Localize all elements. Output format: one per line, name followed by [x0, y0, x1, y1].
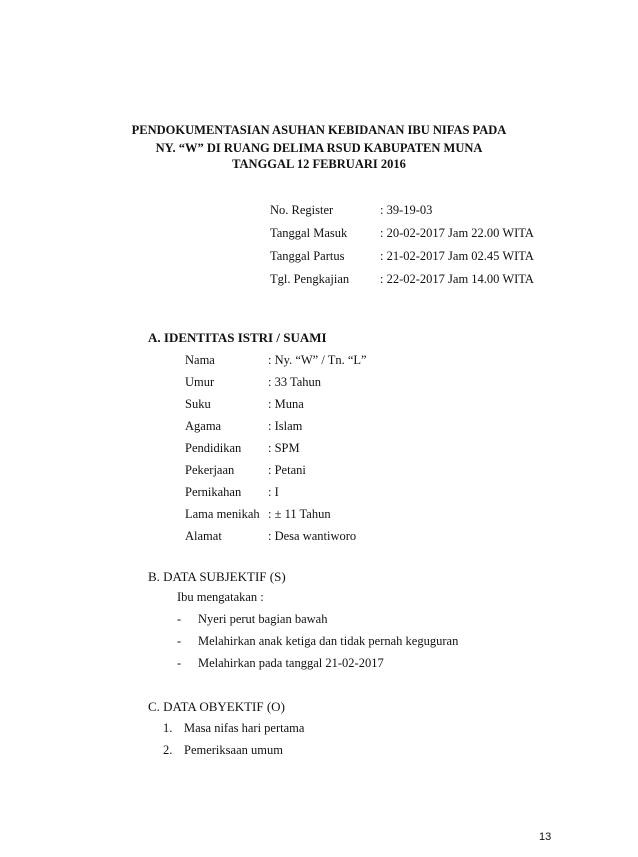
identity-label: Alamat: [185, 529, 222, 543]
registration-label: Tgl. Pengkajian: [270, 272, 350, 286]
document-title-line-2: NY. “W” DI RUANG DELIMA RSUD KABUPATEN MUNA: [155, 141, 483, 155]
identity-value: : I: [268, 485, 279, 499]
registration-label: No. Register: [270, 203, 334, 217]
section-a-heading: A. IDENTITAS ISTRI / SUAMI: [148, 330, 327, 345]
identity-label: Nama: [185, 353, 215, 367]
identity-value: : ± 11 Tahun: [268, 507, 331, 521]
identity-value: : 33 Tahun: [268, 375, 322, 389]
identity-label: Pekerjaan: [185, 463, 235, 477]
list-item: Melahirkan pada tanggal 21-02-2017: [198, 656, 384, 670]
document-title-line-1: PENDOKUMENTASIAN ASUHAN KEBIDANAN IBU NIFAS PADA: [131, 123, 507, 137]
subjective-intro: Ibu mengatakan :: [177, 590, 264, 604]
list-bullet: -: [177, 612, 182, 626]
list-bullet: -: [177, 634, 182, 648]
registration-label: Tanggal Partus: [270, 249, 345, 263]
registration-value: : 39-19-03: [380, 203, 433, 217]
section-c-heading: C. DATA OBYEKTIF (O): [148, 699, 285, 714]
identity-label: Agama: [185, 419, 222, 433]
list-item: Melahirkan anak ketiga dan tidak pernah keguguran: [198, 634, 459, 648]
identity-label: Suku: [185, 397, 211, 411]
registration-value: : 20-02-2017 Jam 22.00 WITA: [380, 226, 534, 240]
identity-value: : Petani: [268, 463, 306, 477]
identity-value: : Ny. “W” / Tn. “L”: [268, 353, 367, 367]
identity-value: : Muna: [268, 397, 304, 411]
identity-value: : SPM: [268, 441, 300, 455]
list-item: Nyeri perut bagian bawah: [198, 612, 328, 626]
list-bullet: -: [177, 656, 182, 670]
identity-label: Pendidikan: [185, 441, 242, 455]
section-b-heading: B. DATA SUBJEKTIF (S): [148, 569, 286, 584]
registration-value: : 21-02-2017 Jam 02.45 WITA: [380, 249, 534, 263]
list-number: 2.: [163, 743, 173, 757]
page-number: 13: [539, 831, 552, 843]
identity-label: Umur: [185, 375, 215, 389]
identity-value: : Desa wantiworo: [268, 529, 357, 543]
identity-label: Pernikahan: [185, 485, 242, 499]
registration-value: : 22-02-2017 Jam 14.00 WITA: [380, 272, 534, 286]
registration-label: Tanggal Masuk: [270, 226, 348, 240]
document-title-line-3: TANGGAL 12 FEBRUARI 2016: [232, 157, 406, 171]
identity-value: : Islam: [268, 419, 303, 433]
list-item: Masa nifas hari pertama: [184, 721, 305, 735]
identity-label: Lama menikah: [185, 507, 260, 521]
list-number: 1.: [163, 721, 173, 735]
list-item: Pemeriksaan umum: [184, 743, 283, 757]
